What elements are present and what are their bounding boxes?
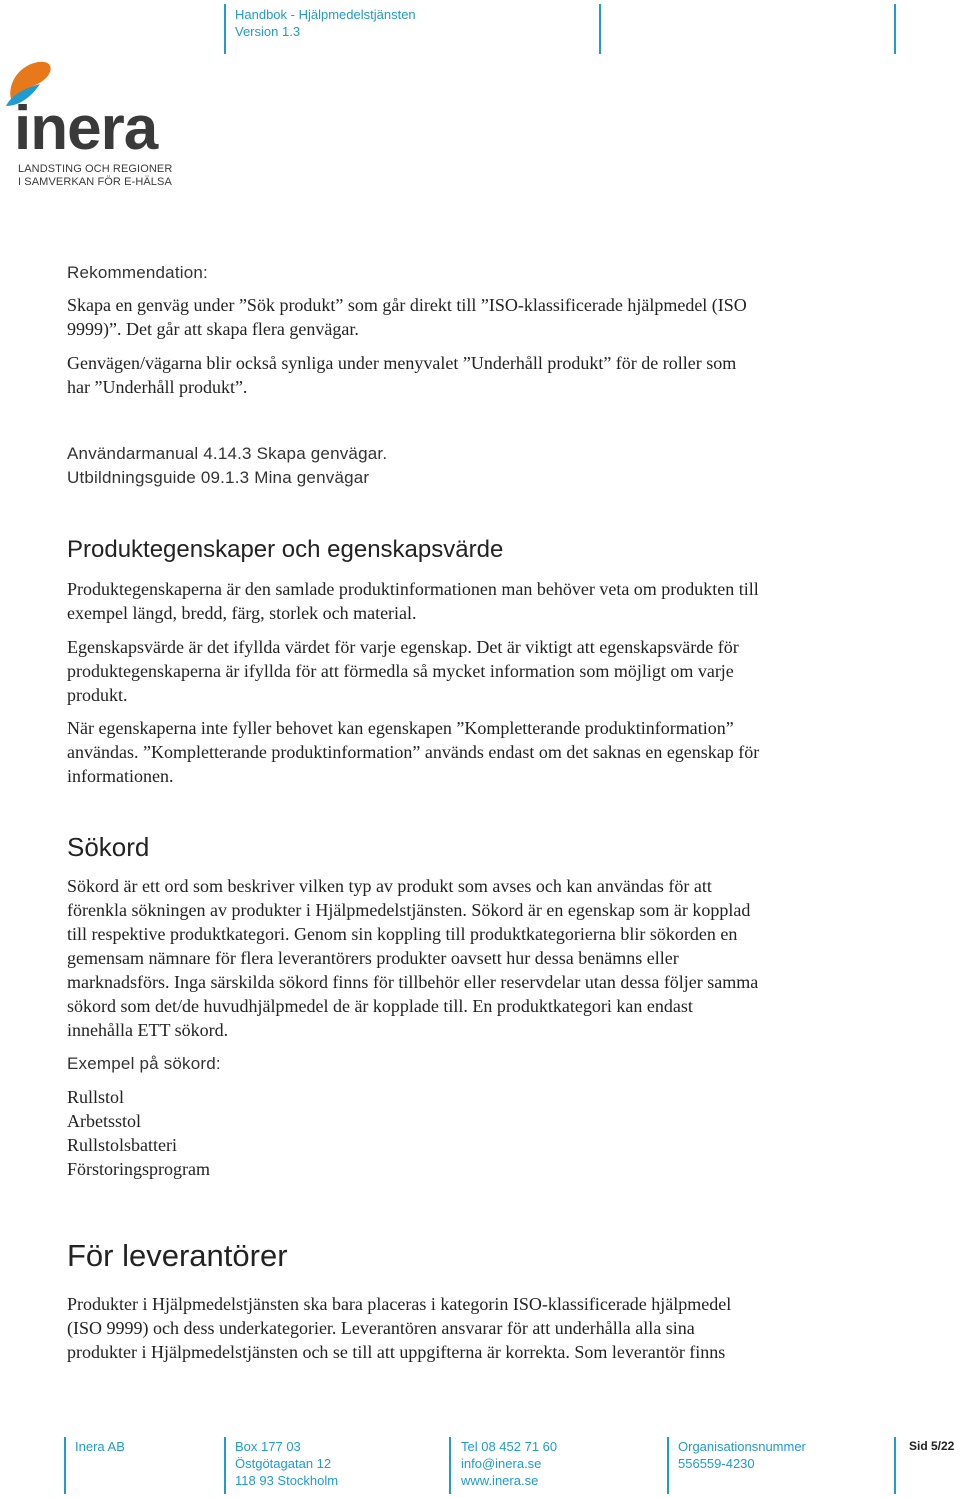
text-line: gemensam nämnare för flera leverantörers produkter oavsett hur dessa benämns eller bbox=[67, 948, 679, 968]
text-line: exempel längd, bredd, färg, storlek och material. bbox=[67, 603, 417, 623]
recommendation-text-2 bbox=[67, 351, 736, 399]
list-item: Rullstolsbatteri bbox=[67, 1135, 177, 1155]
logo-tagline-2: I SAMVERKAN FÖR E-HÄLSA bbox=[18, 176, 172, 188]
recommendation-label: Rekommendation: bbox=[67, 263, 208, 282]
address-line: Östgötagatan 12 bbox=[235, 1456, 332, 1471]
footer-contact bbox=[461, 1438, 557, 1489]
footer-address bbox=[235, 1438, 338, 1489]
text-line: har ”Underhåll produkt”. bbox=[67, 377, 248, 397]
search-words-paragraph bbox=[67, 874, 758, 1042]
text-line: produkt. bbox=[67, 685, 128, 705]
document-title: Handbok - Hjälpmedelstjänsten bbox=[235, 7, 416, 22]
header-divider-1 bbox=[224, 4, 226, 54]
address-line: 118 93 Stockholm bbox=[235, 1473, 339, 1488]
properties-paragraph-2 bbox=[67, 635, 739, 707]
footer-divider-3 bbox=[449, 1437, 451, 1494]
heading-for-suppliers: För leverantörer bbox=[67, 1238, 288, 1273]
heading-search-words: Sökord bbox=[67, 832, 150, 862]
text-line: (ISO 9999) och dess underkategorier. Leverantören ansvarar för att underhålla alla sina bbox=[67, 1318, 695, 1338]
manual-references bbox=[67, 442, 387, 490]
recommendation-text-1 bbox=[67, 293, 747, 341]
text-line: sökord som det/de huvudhjälpmedel de är kopplade till. En produktkategori kan endast bbox=[67, 996, 693, 1016]
logo-wordmark: inera bbox=[14, 94, 158, 163]
search-words-examples-label: Exempel på sökord: bbox=[67, 1054, 221, 1073]
text-line: användas. ”Kompletterande produktinformation” används endast om det saknas en egenskap för bbox=[67, 742, 760, 762]
text-line: innehålla ETT sökord. bbox=[67, 1020, 229, 1040]
footer-organisation bbox=[678, 1438, 806, 1472]
footer-divider-2 bbox=[224, 1437, 226, 1494]
text-line: Produkter i Hjälpmedelstjänsten ska bara placeras i kategorin ISO-klassificerade hjälpmedel bbox=[67, 1294, 732, 1314]
footer-divider-4 bbox=[667, 1437, 669, 1494]
text-span: Egenskapsvärde är det ifyllda värdet för varje egenskap. bbox=[67, 637, 472, 657]
header-divider-2 bbox=[599, 4, 601, 54]
list-item: Arbetsstol bbox=[67, 1111, 141, 1131]
list-item: Förstoringsprogram bbox=[67, 1159, 210, 1179]
footer-divider-5 bbox=[894, 1437, 896, 1494]
page-number: Sid 5/22 bbox=[909, 1439, 955, 1453]
text-line bbox=[67, 635, 739, 659]
phone-number: Tel 08 452 71 60 bbox=[461, 1439, 558, 1454]
footer-divider-1 bbox=[64, 1437, 66, 1494]
reference-user-manual: Användarmanual 4.14.3 Skapa genvägar. bbox=[67, 444, 388, 463]
text-line: förenkla sökningen av produkter i Hjälpmedelstjänsten. Sökord är en egenskap som är kopplad bbox=[67, 900, 751, 920]
text-line: produktegenskaperna är ifyllda för att förmedla så mycket information som möjligt om varje bbox=[67, 661, 734, 681]
list-item: Rullstol bbox=[67, 1087, 125, 1107]
document-version: Version 1.3 bbox=[235, 24, 301, 39]
text-line: Genvägen/vägarna blir också synliga under menyvalet ”Underhåll produkt” för de roller som bbox=[67, 353, 737, 373]
address-line: Box 177 03 bbox=[235, 1439, 301, 1454]
text-line: informationen. bbox=[67, 766, 174, 786]
company-name: Inera AB bbox=[75, 1439, 125, 1454]
org-number-label: Organisationsnummer bbox=[678, 1439, 806, 1454]
text-line: 9999)”. Det går att skapa flera genvägar. bbox=[67, 319, 359, 339]
logo-tagline-1: LANDSTING OCH REGIONER bbox=[18, 163, 173, 175]
suppliers-paragraph bbox=[67, 1292, 731, 1364]
text-line: till respektive produktkategori. Genom sin koppling till produktkategorierna blir sökorden en bbox=[67, 924, 738, 944]
header-divider-3 bbox=[894, 4, 896, 54]
text-span: Det är viktigt att egenskapsvärde för bbox=[471, 637, 739, 657]
email-link[interactable]: info@inera.se bbox=[461, 1456, 542, 1471]
text-line: Sökord är ett ord som beskriver vilken typ av produkt som avses och kan användas för att bbox=[67, 876, 712, 896]
heading-product-properties: Produktegenskaper och egenskapsvärde bbox=[67, 536, 504, 563]
website-link[interactable]: www.inera.se bbox=[461, 1473, 539, 1488]
text-line: Produktegenskaperna är den samlade produktinformationen man behöver veta om produkten till bbox=[67, 579, 759, 599]
footer-company bbox=[75, 1438, 125, 1455]
text-line: När egenskaperna inte fyller behovet kan egenskapen ”Kompletterande produktinformation” bbox=[67, 718, 734, 738]
properties-paragraph-1 bbox=[67, 577, 759, 625]
search-words-examples-list bbox=[67, 1085, 210, 1181]
inera-logo bbox=[0, 58, 180, 193]
properties-paragraph-3 bbox=[67, 716, 759, 788]
text-line: Skapa en genväg under ”Sök produkt” som går direkt till ”ISO-klassificerade hjälpmedel (ISO bbox=[67, 295, 747, 315]
document-header bbox=[235, 6, 416, 40]
org-number: 556559-4230 bbox=[678, 1456, 755, 1471]
text-line: produkter i Hjälpmedelstjänsten och se till att uppgifterna är korrekta. Som leverantör finns bbox=[67, 1342, 726, 1362]
text-line: marknadsförs. Inga särskilda sökord finns för tillbehör eller reservdelar utan dessa följer samma bbox=[67, 972, 759, 992]
reference-training-guide: Utbildningsguide 09.1.3 Mina genvägar bbox=[67, 468, 370, 487]
